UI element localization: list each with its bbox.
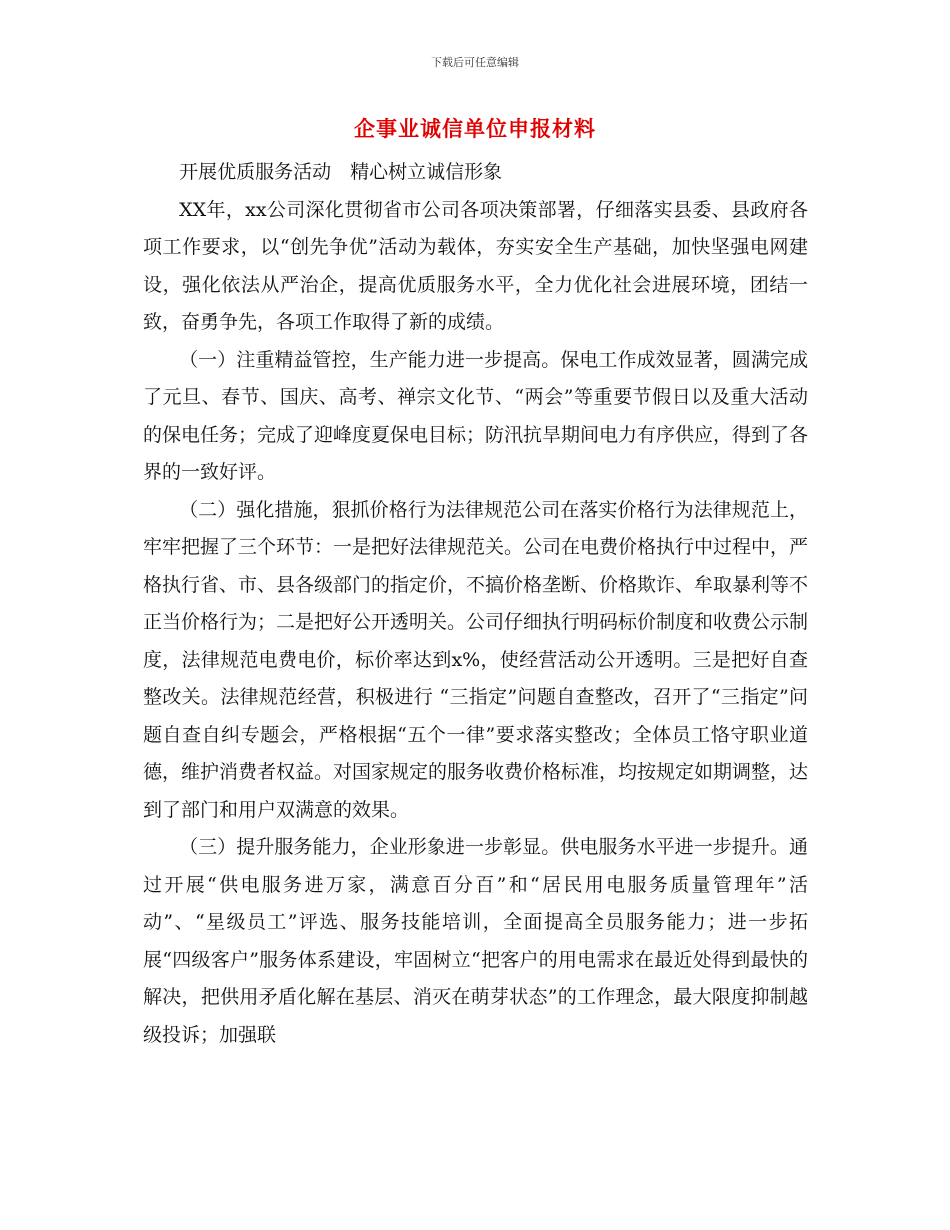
paragraph-section-2: （二）强化措施，狠抓价格行为法律规范公司在落实价格行为法律规范上，牢牢把握了三个环节：一是把好法律规范关。公司在电费价格执行中过程中，严格执行省、市、县各级部门的指定价，不搞价格垄断、价格欺诈、牟取暴利等不正当价格行为；二是把好公开透明关。公司仔细执行明码标价制度和收费公示制度，法律规范电费电价，标价率达到x%，使经营活动公开透明。三是把好自查整改关。法律规范经营，积极进行 “三指定”问题自查整改，召开了“三指定”问题自查自纠专题会，严格根据“五个一律”要求落实整改；全体员工恪守职业道德，维护消费者权益。对国家规定的服务收费价格标准，均按规定如期调整，达到了部门和用户双满意的效果。: [143, 498, 809, 821]
paragraph-section-1: （一）注重精益管控，生产能力进一步提高。保电工作成效显著，圆满完成了元旦、春节、国庆、高考、禅宗文化节、“两会”等重要节假日以及重大活动的保电任务；完成了迎峰度夏保电目标；防汛抗旱期间电力有序供应，得到了各界的一致好评。: [143, 348, 809, 483]
document-subtitle: 开展优质服务活动 精心树立诚信形象: [179, 161, 503, 183]
header-note: 下载后可任意编辑: [431, 56, 519, 69]
paragraph-intro: XX年，xx公司深化贯彻省市公司各项决策部署，仔细落实县委、县政府各项工作要求，以“创先争优”活动为载体，夯实安全生产基础，加快坚强电网建设，强化依法从严治企，提高优质服务水平，全力优化社会进展环境，团结一致，奋勇争先，各项工作取得了新的成绩。: [143, 198, 808, 333]
document-title: 企事业诚信单位申报材料: [354, 116, 596, 141]
document-body: [143, 154, 808, 1054]
paragraph-section-3: （三）提升服务能力，企业形象进一步彰显。供电服务水平进一步提升。通过开展“供电服务进万家，满意百分百”和“居民用电服务质量管理年”活动”、“星级员工”评选、服务技能培训，全面提高全员服务能力；进一步拓展“四级客户”服务体系建设，牢固树立“把客户的用电需求在最近处得到最快的解决，把供用矛盾化解在基层、消灭在萌芽状态”的工作理念，最大限度抑制越级投诉；加强联: [143, 836, 808, 1046]
